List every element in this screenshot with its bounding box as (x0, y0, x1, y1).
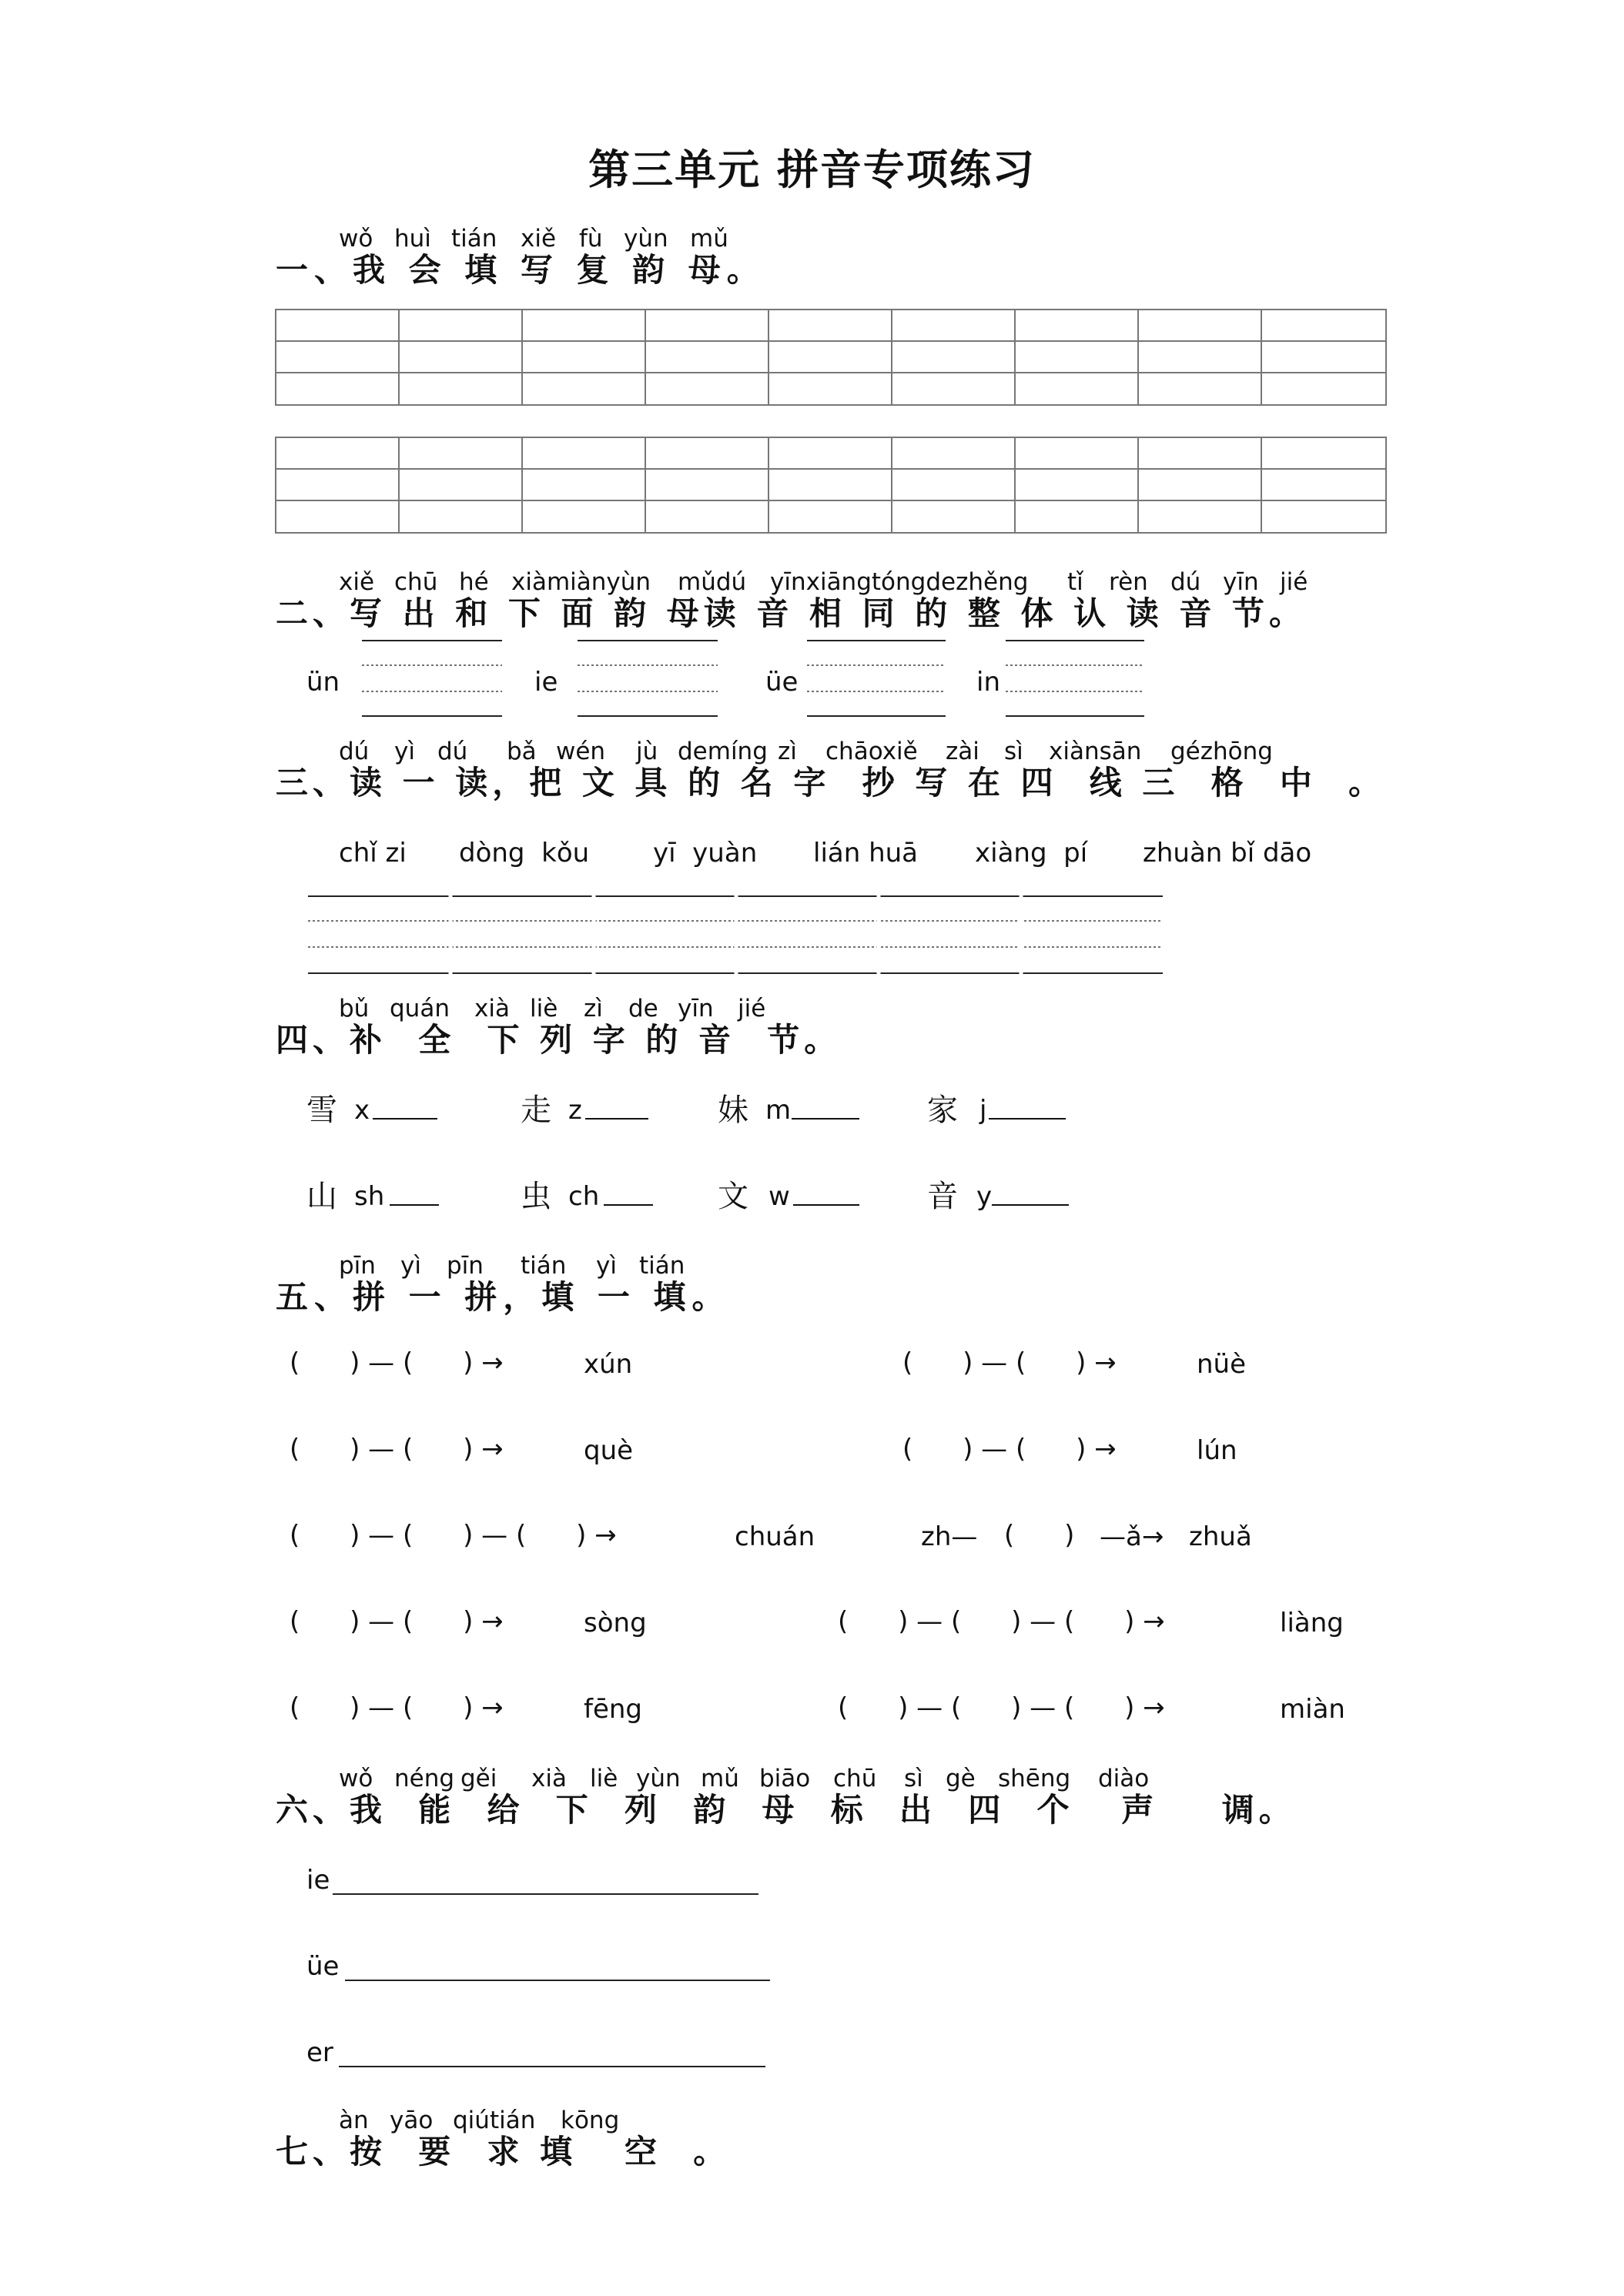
s6-label-ue: üe (306, 1951, 340, 1982)
pinyin: wén (556, 738, 606, 765)
s4-blank[interactable] (992, 1181, 1069, 1206)
s5-target: fēng (584, 1694, 643, 1725)
pinyin: yì (400, 1252, 421, 1280)
pinyin: àn (339, 2107, 369, 2134)
s5-target: chuán (735, 1521, 815, 1552)
s5-heading: 五、拼 一 拼，填 一 填。 (276, 1278, 731, 1316)
pinyin: jù (636, 738, 658, 765)
s5-parens[interactable]: ( ) — ( ) → (902, 1434, 1117, 1464)
pinyin: gè (946, 1765, 976, 1792)
s4-initial: z (568, 1095, 582, 1126)
s2-label-un: ün (306, 667, 340, 698)
pinyin: jié (738, 995, 766, 1022)
s4-char: 家 (927, 1093, 958, 1128)
pinyin: gěi (460, 1765, 497, 1792)
pinyin: gézhōng (1170, 738, 1273, 765)
s6-answer-lines (333, 1894, 770, 2067)
pinyin: wǒ (339, 225, 373, 253)
pinyin: yīn (678, 995, 714, 1022)
s5-parens[interactable]: ( ) — ( ) → (290, 1347, 504, 1378)
s5-parens[interactable]: ( ) — ( ) → (290, 1692, 504, 1723)
pinyin: wǒ (339, 1765, 373, 1792)
s2-label-ie: ie (534, 667, 558, 698)
pinyin: huì (394, 225, 431, 253)
pinyin: hé (459, 568, 489, 596)
s4-blank[interactable] (793, 1181, 859, 1206)
pinyin: yì (394, 738, 415, 765)
s5-parens[interactable]: ( ) — ( ) → (902, 1347, 1117, 1378)
s5-parens[interactable]: ( ) — ( ) — ( ) → (838, 1692, 1165, 1723)
pinyin: de (628, 995, 658, 1022)
pinyin: mǔdú (678, 568, 747, 596)
pinyin: qiútián (453, 2107, 536, 2134)
s4-initial: y (976, 1181, 993, 1212)
s5-pinyin (0, 1252, 1624, 1283)
pinyin: dú (339, 738, 370, 765)
s5-parens[interactable]: ( ) — ( ) → (290, 1434, 504, 1464)
pinyin: tián (639, 1252, 685, 1280)
s3-word: lián huā (813, 838, 919, 869)
pinyin: rèn (1109, 568, 1148, 596)
pinyin: tián (521, 1252, 567, 1280)
s7-heading: 七、按 要 求 填 空 。 (276, 2133, 731, 2170)
pinyin: xià (531, 1765, 567, 1792)
s4-initial: w (768, 1181, 790, 1212)
pinyin: bǎ (507, 738, 537, 765)
s6-heading: 六、我 能 给 下 列 韵 母 标 出 四 个 声 调。 (276, 1791, 1296, 1829)
s4-blank[interactable] (989, 1095, 1066, 1120)
page-title: 第三单元 拼音专项练习 (588, 145, 1036, 194)
pinyin: kōng (561, 2107, 620, 2134)
pinyin: chū (394, 568, 438, 596)
s4-char: 虫 (521, 1179, 551, 1214)
pinyin: tǐ (1067, 568, 1083, 596)
s4-initial: x (354, 1095, 370, 1126)
s4-blank[interactable] (585, 1095, 648, 1120)
pinyin: bǔ (339, 995, 370, 1022)
s2-label-in: in (976, 667, 1000, 698)
s5-target: lún (1197, 1435, 1237, 1466)
pinyin: xiànsān (1049, 738, 1142, 765)
pinyin: yīnxiāngtóngdezhěng (770, 568, 1029, 596)
s5-parens[interactable]: ( ) — ( ) → (290, 1606, 504, 1637)
s1-heading: 一、我 会 填 写 复 韵 母。 (276, 251, 765, 289)
pinyin: tián (451, 225, 497, 253)
s5-a-mid: —ǎ→ (1100, 1521, 1164, 1552)
s6-label-er: er (306, 2037, 333, 2068)
s4-blank[interactable] (792, 1095, 859, 1120)
s3-word: dòng kǒu (459, 838, 590, 869)
pinyin: xià (474, 995, 510, 1022)
pinyin: yùn (636, 1765, 681, 1792)
pinyin: xiàmiànyùn (511, 568, 651, 596)
pinyin: yì (596, 1252, 617, 1280)
pinyin: zài (946, 738, 979, 765)
s4-char: 妹 (718, 1093, 748, 1128)
s3-word: yī yuàn (653, 838, 758, 869)
s5-target: nüè (1197, 1349, 1247, 1380)
pinyin: yùn (624, 225, 668, 253)
s1-grid (276, 310, 1386, 533)
pinyin: sì (1004, 738, 1023, 765)
pinyin: demíng (678, 738, 768, 765)
s5-target: què (584, 1435, 634, 1466)
s5-target: sòng (584, 1608, 647, 1638)
s3-word: zhuàn bǐ dāo (1143, 838, 1312, 869)
pinyin: xiě (521, 225, 557, 253)
s5-parens[interactable]: ( ) (1004, 1520, 1075, 1551)
s5-target: zhuǎ (1189, 1521, 1252, 1552)
s4-heading: 四、补 全 下 列 字 的 音 节。 (276, 1021, 842, 1059)
s2-writing-lines (362, 641, 1144, 716)
pinyin: dú (1170, 568, 1201, 596)
pinyin: mǔ (690, 225, 728, 253)
s4-initial: m (765, 1095, 792, 1126)
pinyin: pīn (447, 1252, 484, 1280)
s6-label-ie: ie (306, 1865, 330, 1896)
s4-initial: ch (568, 1181, 600, 1212)
pinyin: fù (579, 225, 603, 253)
pinyin: dú (437, 738, 468, 765)
s3-heading: 三、读 一 读，把 文 具 的 名 字 抄 写 在 四 线 三 格 中 。 (276, 764, 1386, 802)
s4-char: 雪 (306, 1093, 337, 1128)
pinyin: zì (584, 995, 603, 1022)
s4-blank[interactable] (373, 1095, 437, 1120)
pinyin: liè (530, 995, 558, 1022)
pinyin: chū (833, 1765, 877, 1792)
pinyin: liè (590, 1765, 618, 1792)
s2-dashed-lines (362, 665, 1144, 691)
pinyin: mǔ (701, 1765, 739, 1792)
s4-initial: sh (354, 1181, 385, 1212)
pinyin: chāoxiě (825, 738, 918, 765)
pinyin: diào (1098, 1765, 1150, 1792)
s7-pinyin (0, 2107, 1624, 2137)
s3-word: xiàng pí (975, 838, 1088, 869)
s3-cell-gaps (450, 893, 1021, 976)
s5-target: miàn (1280, 1694, 1345, 1725)
pinyin: quán (390, 995, 450, 1022)
pinyin: néng (394, 1765, 455, 1792)
pinyin: jié (1280, 568, 1308, 596)
s3-word: chǐ zi (339, 838, 407, 869)
s4-initial: j (979, 1095, 987, 1126)
s5-target: xún (584, 1349, 633, 1380)
s2-label-ue: üe (765, 667, 799, 698)
s4-char: 文 (718, 1179, 748, 1214)
pinyin: zì (778, 738, 797, 765)
pinyin: yāo (390, 2107, 434, 2134)
s4-blank[interactable] (604, 1181, 653, 1206)
s5-parens[interactable]: ( ) — ( ) — ( ) → (290, 1520, 617, 1551)
s4-char: 走 (521, 1093, 551, 1128)
pinyin: yīn (1223, 568, 1259, 596)
pinyin: shēng (998, 1765, 1071, 1792)
s5-parens[interactable]: ( ) — ( ) — ( ) → (838, 1606, 1165, 1637)
pinyin: sì (904, 1765, 923, 1792)
s4-char: 山 (306, 1179, 337, 1214)
s5-target: liàng (1280, 1608, 1344, 1638)
pinyin: xiě (339, 568, 375, 596)
s5-zh-prefix: zh— (921, 1521, 978, 1552)
s4-blank[interactable] (390, 1181, 439, 1206)
s4-char: 音 (927, 1179, 958, 1214)
s2-heading: 二、写 出 和 下 面 韵 母读 音 相 同 的 整 体 认 读 音 节。 (276, 594, 1306, 632)
pinyin: biāo (759, 1765, 811, 1792)
pinyin: pīn (339, 1252, 376, 1280)
